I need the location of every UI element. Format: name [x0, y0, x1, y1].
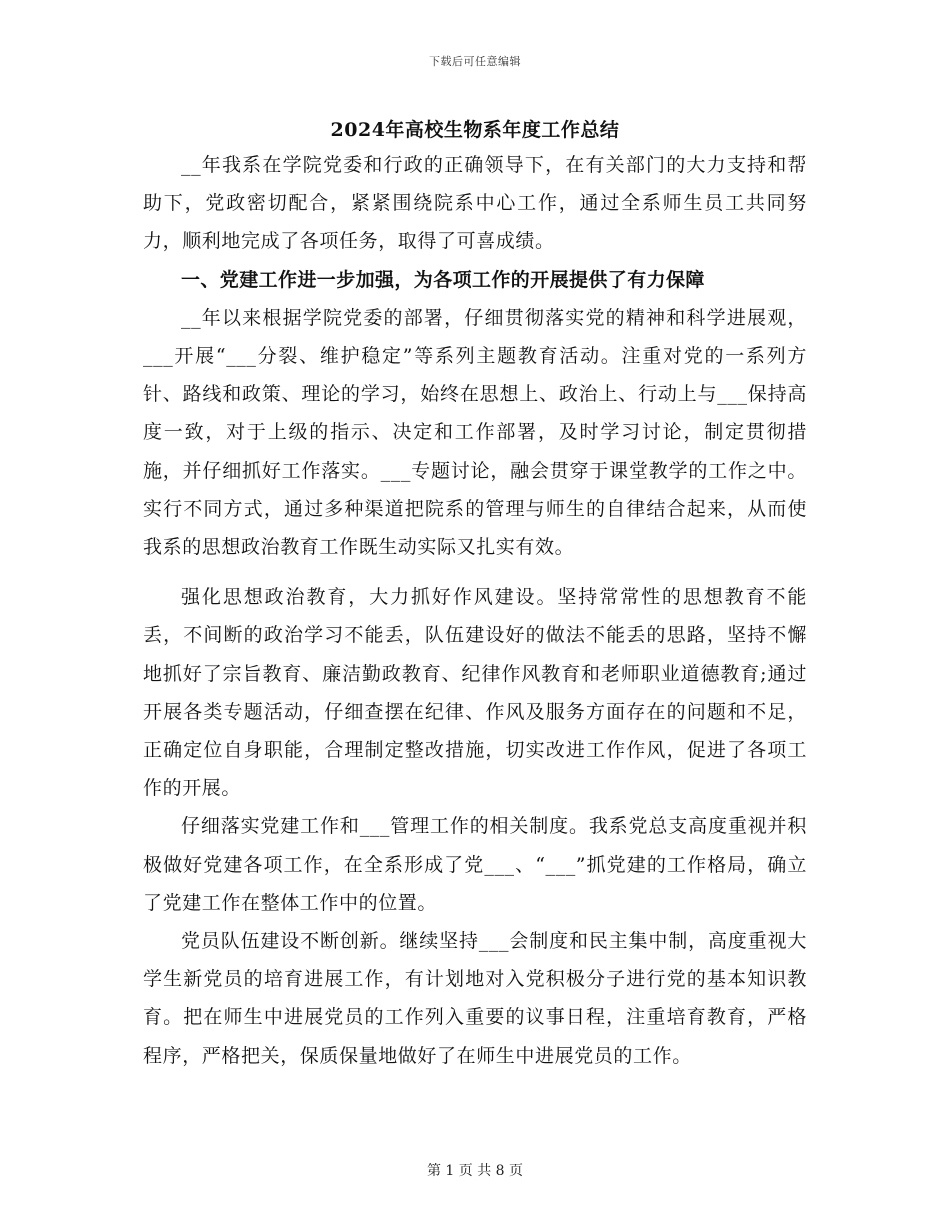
page-number: 第 1 页 共 8 页: [426, 1163, 524, 1179]
body-paragraph: __年以来根据学院党委的部署，仔细贯彻落实党的精神和科学进展观，___开展“___分裂、维护稳定”等系列主题教育活动。注重对党的一系列方针、路线和政策、理论的学习，始终在思想上、政治上、行动上与___保持高度一致，对于上级的指示、决定和工作部署，及时学习讨论，制定贯彻措施，并仔细抓好工作落实。___专题讨论，融会贯穿于课堂教学的工作之中。实行不同方式，通过多种渠道把院系的管理与师生的自律结合起来，从而使我系的思想政治教育工作既生动实际又扎实有效。: [143, 306, 807, 559]
section-heading: 一、党建工作进一步加强，为各项工作的开展提供了有力保障: [181, 268, 705, 291]
document-title: 2024年高校生物系年度工作总结: [330, 119, 620, 141]
body-paragraph: 仔细落实党建工作和___管理工作的相关制度。我系党总支高度重视并积极做好党建各项工作，在全系形成了党___、“___”抓党建的工作格局，确立了党建工作在整体工作中的位置。: [143, 815, 807, 914]
document-body: [143, 146, 807, 1075]
body-paragraph: 党员队伍建设不断创新。继续坚持___会制度和民主集中制，高度重视大学生新党员的培育进展工作，有计划地对入党积极分子进行党的基本知识教育。把在师生中进展党员的工作列入重要的议事日程，注重培育教育，严格程序，严格把关，保质保量地做好了在师生中进展党员的工作。: [143, 930, 807, 1067]
body-paragraph: 强化思想政治教育，大力抓好作风建设。坚持常常性的思想教育不能丢，不间断的政治学习不能丢，队伍建设好的做法不能丢的思路，坚持不懈地抓好了宗旨教育、廉洁勤政教育、纪律作风教育和老师职业道德教育;通过开展各类专题活动，仔细查摆在纪律、作风及服务方面存在的问题和不足，正确定位自身职能，合理制定整改措施，切实改进工作作风，促进了各项工作的开展。: [143, 586, 807, 800]
intro-paragraph: __年我系在学院党委和行政的正确领导下，在有关部门的大力支持和帮助下，党政密切配合，紧紧围绕院系中心工作，通过全系师生员工共同努力，顺利地完成了各项任务，取得了可喜成绩。: [143, 154, 807, 253]
page-header-note: 下载后可任意编辑: [429, 55, 521, 68]
